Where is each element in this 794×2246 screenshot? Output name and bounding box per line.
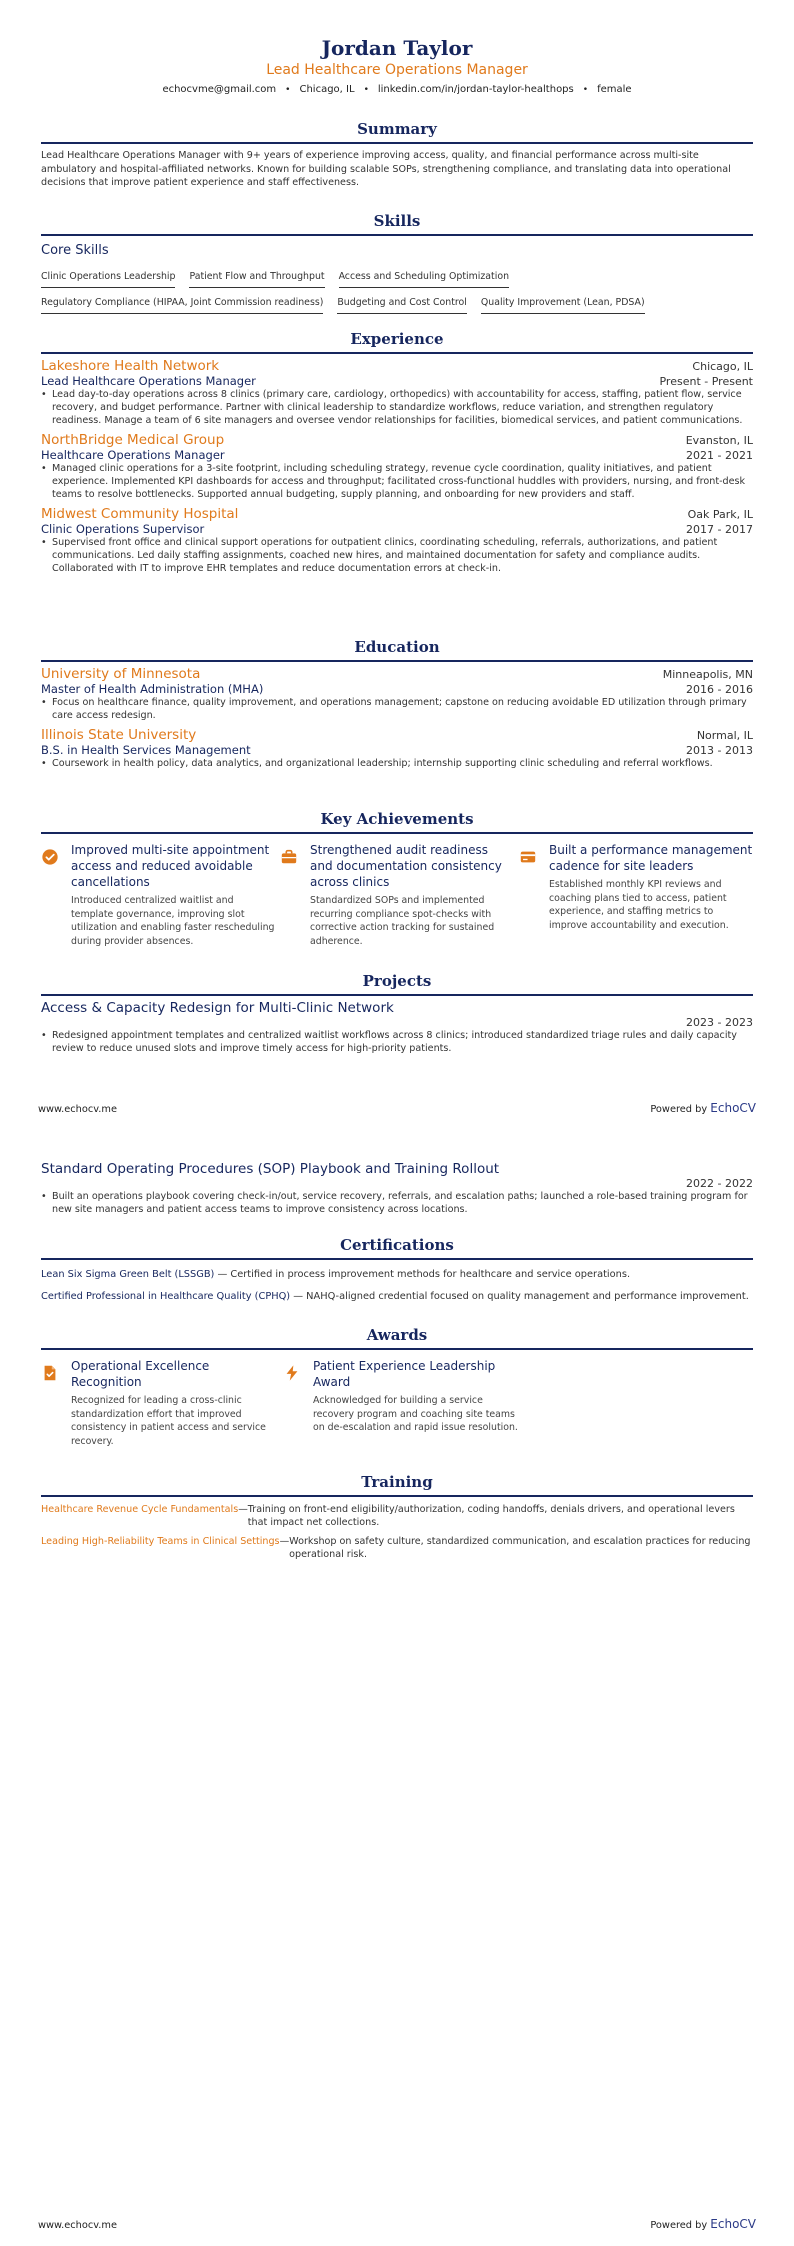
training-description: Workshop on safety culture, standardized communication, and escalation practices for reducing operational risk. xyxy=(289,1536,751,1560)
skill-chip: Patient Flow and Throughput xyxy=(189,271,324,288)
projects-section xyxy=(41,972,753,1055)
section-divider xyxy=(41,1348,753,1350)
powered-by-text: Powered by xyxy=(650,1104,711,1115)
job-dates: 2017 - 2017 xyxy=(686,523,753,536)
employer-name: NorthBridge Medical Group xyxy=(41,432,225,448)
award-card xyxy=(283,1358,520,1448)
education-item xyxy=(41,727,753,770)
education-description: • Focus on healthcare finance, quality improvement, and operations management; capstone on reducing avoidable ED utilization through primary care access redesign. xyxy=(41,696,753,722)
section-divider xyxy=(41,352,753,354)
projects-section-continued xyxy=(41,1161,753,1216)
certification-item xyxy=(41,1268,753,1282)
skill-chip: Access and Scheduling Optimization xyxy=(339,271,509,288)
project-title: Access & Capacity Redesign for Multi-Clinic Network xyxy=(41,1000,394,1016)
powered-by-text: Powered by xyxy=(650,2220,711,2231)
employer-name: Lakeshore Health Network xyxy=(41,358,220,374)
certification-name: Certified Professional in Healthcare Quality (CPHQ) xyxy=(41,1291,291,1302)
employer-location: Chicago, IL xyxy=(692,360,753,373)
section-title-summary: Summary xyxy=(357,120,437,138)
contact-email[interactable]: echocvme@gmail.com xyxy=(162,84,277,95)
resume-page-2 xyxy=(0,1123,794,2246)
footer-website[interactable]: www.echocv.me xyxy=(38,2220,117,2231)
section-divider xyxy=(41,660,753,662)
training-item xyxy=(41,1503,753,1529)
project-title: Standard Operating Procedures (SOP) Playbook and Training Rollout xyxy=(41,1161,500,1177)
contact-separator: • xyxy=(285,85,291,95)
job-description: • Supervised front office and clinical support operations for outpatient clinics, coordinating scheduling, referrals, authorizations, and patient communications. Led daily staffing assignments, coached new hires, and maintained documentation for safety and compliance audits. Collaborated with IT to improve EHR templates and reduce documentation errors at check-in. xyxy=(41,536,753,575)
briefcase-icon xyxy=(280,842,310,948)
education-item xyxy=(41,666,753,722)
section-divider xyxy=(41,832,753,834)
section-title-projects: Projects xyxy=(362,972,432,990)
training-name: Healthcare Revenue Cycle Fundamentals xyxy=(41,1504,239,1515)
awards-grid xyxy=(41,1358,753,1448)
achievement-title: Built a performance management cadence for site leaders xyxy=(549,843,753,873)
summary-section xyxy=(41,120,753,190)
section-title-experience: Experience xyxy=(350,330,444,348)
certification-separator: — xyxy=(290,1291,307,1302)
achievements-section xyxy=(41,810,753,948)
achievement-card xyxy=(280,842,514,948)
training-item xyxy=(41,1535,753,1561)
footer-powered-by xyxy=(650,1101,756,1115)
contact-line xyxy=(41,84,753,95)
contact-gender: female xyxy=(597,84,632,95)
achievement-description: Introduced centralized waitlist and template governance, improving slot utilization and enabling faster rescheduling during provider absences. xyxy=(71,895,275,947)
check-badge-icon xyxy=(41,842,71,948)
skill-chip: Clinic Operations Leadership xyxy=(41,271,175,288)
project-description: • Built an operations playbook covering check-in/out, service recovery, referrals, and escalation paths; launched a role-based training program for new site managers and patient access teams to improve consistency across locations. xyxy=(41,1190,753,1216)
candidate-headline: Lead Healthcare Operations Manager xyxy=(266,62,528,78)
achievement-card xyxy=(519,842,753,948)
project-description: • Redesigned appointment templates and centralized waitlist workflows across 8 clinics; introduced standardized triage rules and daily capacity review to reduce unused slots and improve timely access for high-priority patients. xyxy=(41,1029,753,1055)
project-dates: 2022 - 2022 xyxy=(686,1177,753,1190)
job-dates: 2021 - 2021 xyxy=(686,449,753,462)
achievement-title: Improved multi-site appointment access and reduced avoidable cancellations xyxy=(71,843,270,889)
section-divider xyxy=(41,994,753,996)
achievement-description: Standardized SOPs and implemented recurring compliance spot-checks with corrective action tracking for sustained adherence. xyxy=(310,895,495,947)
section-title-awards: Awards xyxy=(366,1326,428,1344)
employer-location: Evanston, IL xyxy=(685,434,753,447)
job-description: • Lead day-to-day operations across 8 clinics (primary care, cardiology, orthopedics) with accountability for access, staffing, patient flow, service recovery, and budget performance. Partner with clinical leadership to standardize workflows, reduce variation, and strengthen regulatory readiness. Manage a team of 6 site managers and oversee vendor relationships for facilities, biomedical services, and patient communications. xyxy=(41,388,753,427)
skills-group-title: Core Skills xyxy=(41,243,109,258)
certifications-section xyxy=(41,1236,753,1304)
employer-location: Oak Park, IL xyxy=(687,508,753,521)
training-section xyxy=(41,1473,753,1561)
skill-chip: Regulatory Compliance (HIPAA, Joint Commission readiness) xyxy=(41,297,323,314)
training-separator: — xyxy=(279,1536,290,1547)
achievements-grid xyxy=(41,842,753,948)
job-dates: Present - Present xyxy=(659,375,753,388)
degree-title: B.S. in Health Services Management xyxy=(41,743,251,757)
section-title-skills: Skills xyxy=(373,212,421,230)
award-card xyxy=(41,1358,278,1448)
skills-section xyxy=(41,212,753,314)
certification-description: NAHQ-aligned credential focused on quality management and performance improvement. xyxy=(306,1291,749,1302)
training-description: Training on front-end eligibility/authorization, coding handoffs, denials drivers, and operational levers that impact net collections. xyxy=(247,1504,735,1528)
school-name: University of Minnesota xyxy=(41,666,201,682)
experience-item xyxy=(41,506,753,575)
award-description: Recognized for leading a cross-clinic standardization effort that improved consistency in patient access and service recovery. xyxy=(71,1395,266,1447)
contact-separator: • xyxy=(363,85,369,95)
section-divider xyxy=(41,142,753,144)
school-location: Minneapolis, MN xyxy=(662,668,753,681)
candidate-name: Jordan Taylor xyxy=(321,36,473,60)
award-description: Acknowledged for building a service recovery program and coaching site teams on de-escalation and rapid issue resolution. xyxy=(313,1395,518,1433)
award-title: Patient Experience Leadership Award xyxy=(313,1359,496,1389)
project-item xyxy=(41,1161,753,1216)
skills-list xyxy=(41,264,753,314)
footer-powered-by xyxy=(650,2217,756,2231)
card-icon xyxy=(519,842,549,948)
degree-title: Master of Health Administration (MHA) xyxy=(41,682,264,696)
contact-separator: • xyxy=(582,85,589,95)
education-dates: 2016 - 2016 xyxy=(686,683,753,696)
skill-chip: Budgeting and Cost Control xyxy=(337,297,467,314)
training-name: Leading High-Reliability Teams in Clinical Settings xyxy=(41,1536,280,1547)
job-title: Lead Healthcare Operations Manager xyxy=(41,374,256,388)
certification-name: Lean Six Sigma Green Belt (LSSGB) xyxy=(41,1269,215,1280)
education-section xyxy=(41,638,753,770)
section-title-achievements: Key Achievements xyxy=(320,810,474,828)
certification-item xyxy=(41,1290,753,1304)
certification-separator: — xyxy=(214,1269,231,1280)
employer-name: Midwest Community Hospital xyxy=(41,506,239,522)
contact-location: Chicago, IL xyxy=(299,84,355,95)
experience-item xyxy=(41,432,753,501)
summary-text: Lead Healthcare Operations Manager with 9+ years of experience improving access, quality, and financial performance across multi-site ambulatory and hospital-affiliated networks. Known for building scalable SOPs, strengthening compliance, and translating data into operational decisions that improve patient experience and staff effectiveness. xyxy=(41,150,731,188)
achievement-description: Established monthly KPI reviews and coaching plans tied to access, patient experience, and staffing metrics to improve accountability and execution. xyxy=(549,879,729,931)
lightning-icon xyxy=(283,1358,313,1448)
achievement-title: Strengthened audit readiness and documentation consistency across clinics xyxy=(310,843,502,889)
job-title: Clinic Operations Supervisor xyxy=(41,522,205,536)
certification-description: Certified in process improvement methods for healthcare and service operations. xyxy=(230,1269,631,1280)
project-item xyxy=(41,1000,753,1055)
job-title: Healthcare Operations Manager xyxy=(41,448,225,462)
section-divider xyxy=(41,1495,753,1497)
resume-header xyxy=(41,36,753,95)
school-location: Normal, IL xyxy=(696,729,753,742)
contact-linkedin[interactable]: linkedin.com/in/jordan-taylor-healthops xyxy=(377,84,574,95)
section-divider xyxy=(41,234,753,236)
skill-chip: Quality Improvement (Lean, PDSA) xyxy=(481,297,645,314)
footer-website[interactable]: www.echocv.me xyxy=(38,1104,117,1115)
school-name: Illinois State University xyxy=(41,727,197,743)
award-title: Operational Excellence Recognition xyxy=(71,1359,210,1389)
experience-item xyxy=(41,358,753,427)
brand-logo[interactable]: EchoCV xyxy=(710,1101,756,1115)
project-dates: 2023 - 2023 xyxy=(686,1016,753,1029)
section-divider xyxy=(41,1258,753,1260)
section-title-certifications: Certifications xyxy=(340,1236,454,1254)
training-separator: — xyxy=(238,1504,248,1515)
achievement-card xyxy=(41,842,275,948)
job-description: • Managed clinic operations for a 3-site footprint, including scheduling strategy, revenue cycle coordination, quality initiatives, and patient experience. Implemented KPI dashboards for access and throughput; facilitated cross-functional huddles with providers, nursing, and front-desk teams to resolve bottlenecks. Supported annual budgeting, supply planning, and onboarding for new providers and staff. xyxy=(41,462,753,501)
document-check-icon xyxy=(41,1358,71,1448)
education-description: • Coursework in health policy, data analytics, and organizational leadership; internship supporting clinic scheduling and referral workflows. xyxy=(41,757,753,770)
education-dates: 2013 - 2013 xyxy=(686,744,753,757)
awards-section xyxy=(41,1326,753,1448)
section-title-education: Education xyxy=(354,638,440,656)
brand-logo[interactable]: EchoCV xyxy=(710,2217,756,2231)
experience-section xyxy=(41,330,753,575)
section-title-training: Training xyxy=(361,1473,433,1491)
